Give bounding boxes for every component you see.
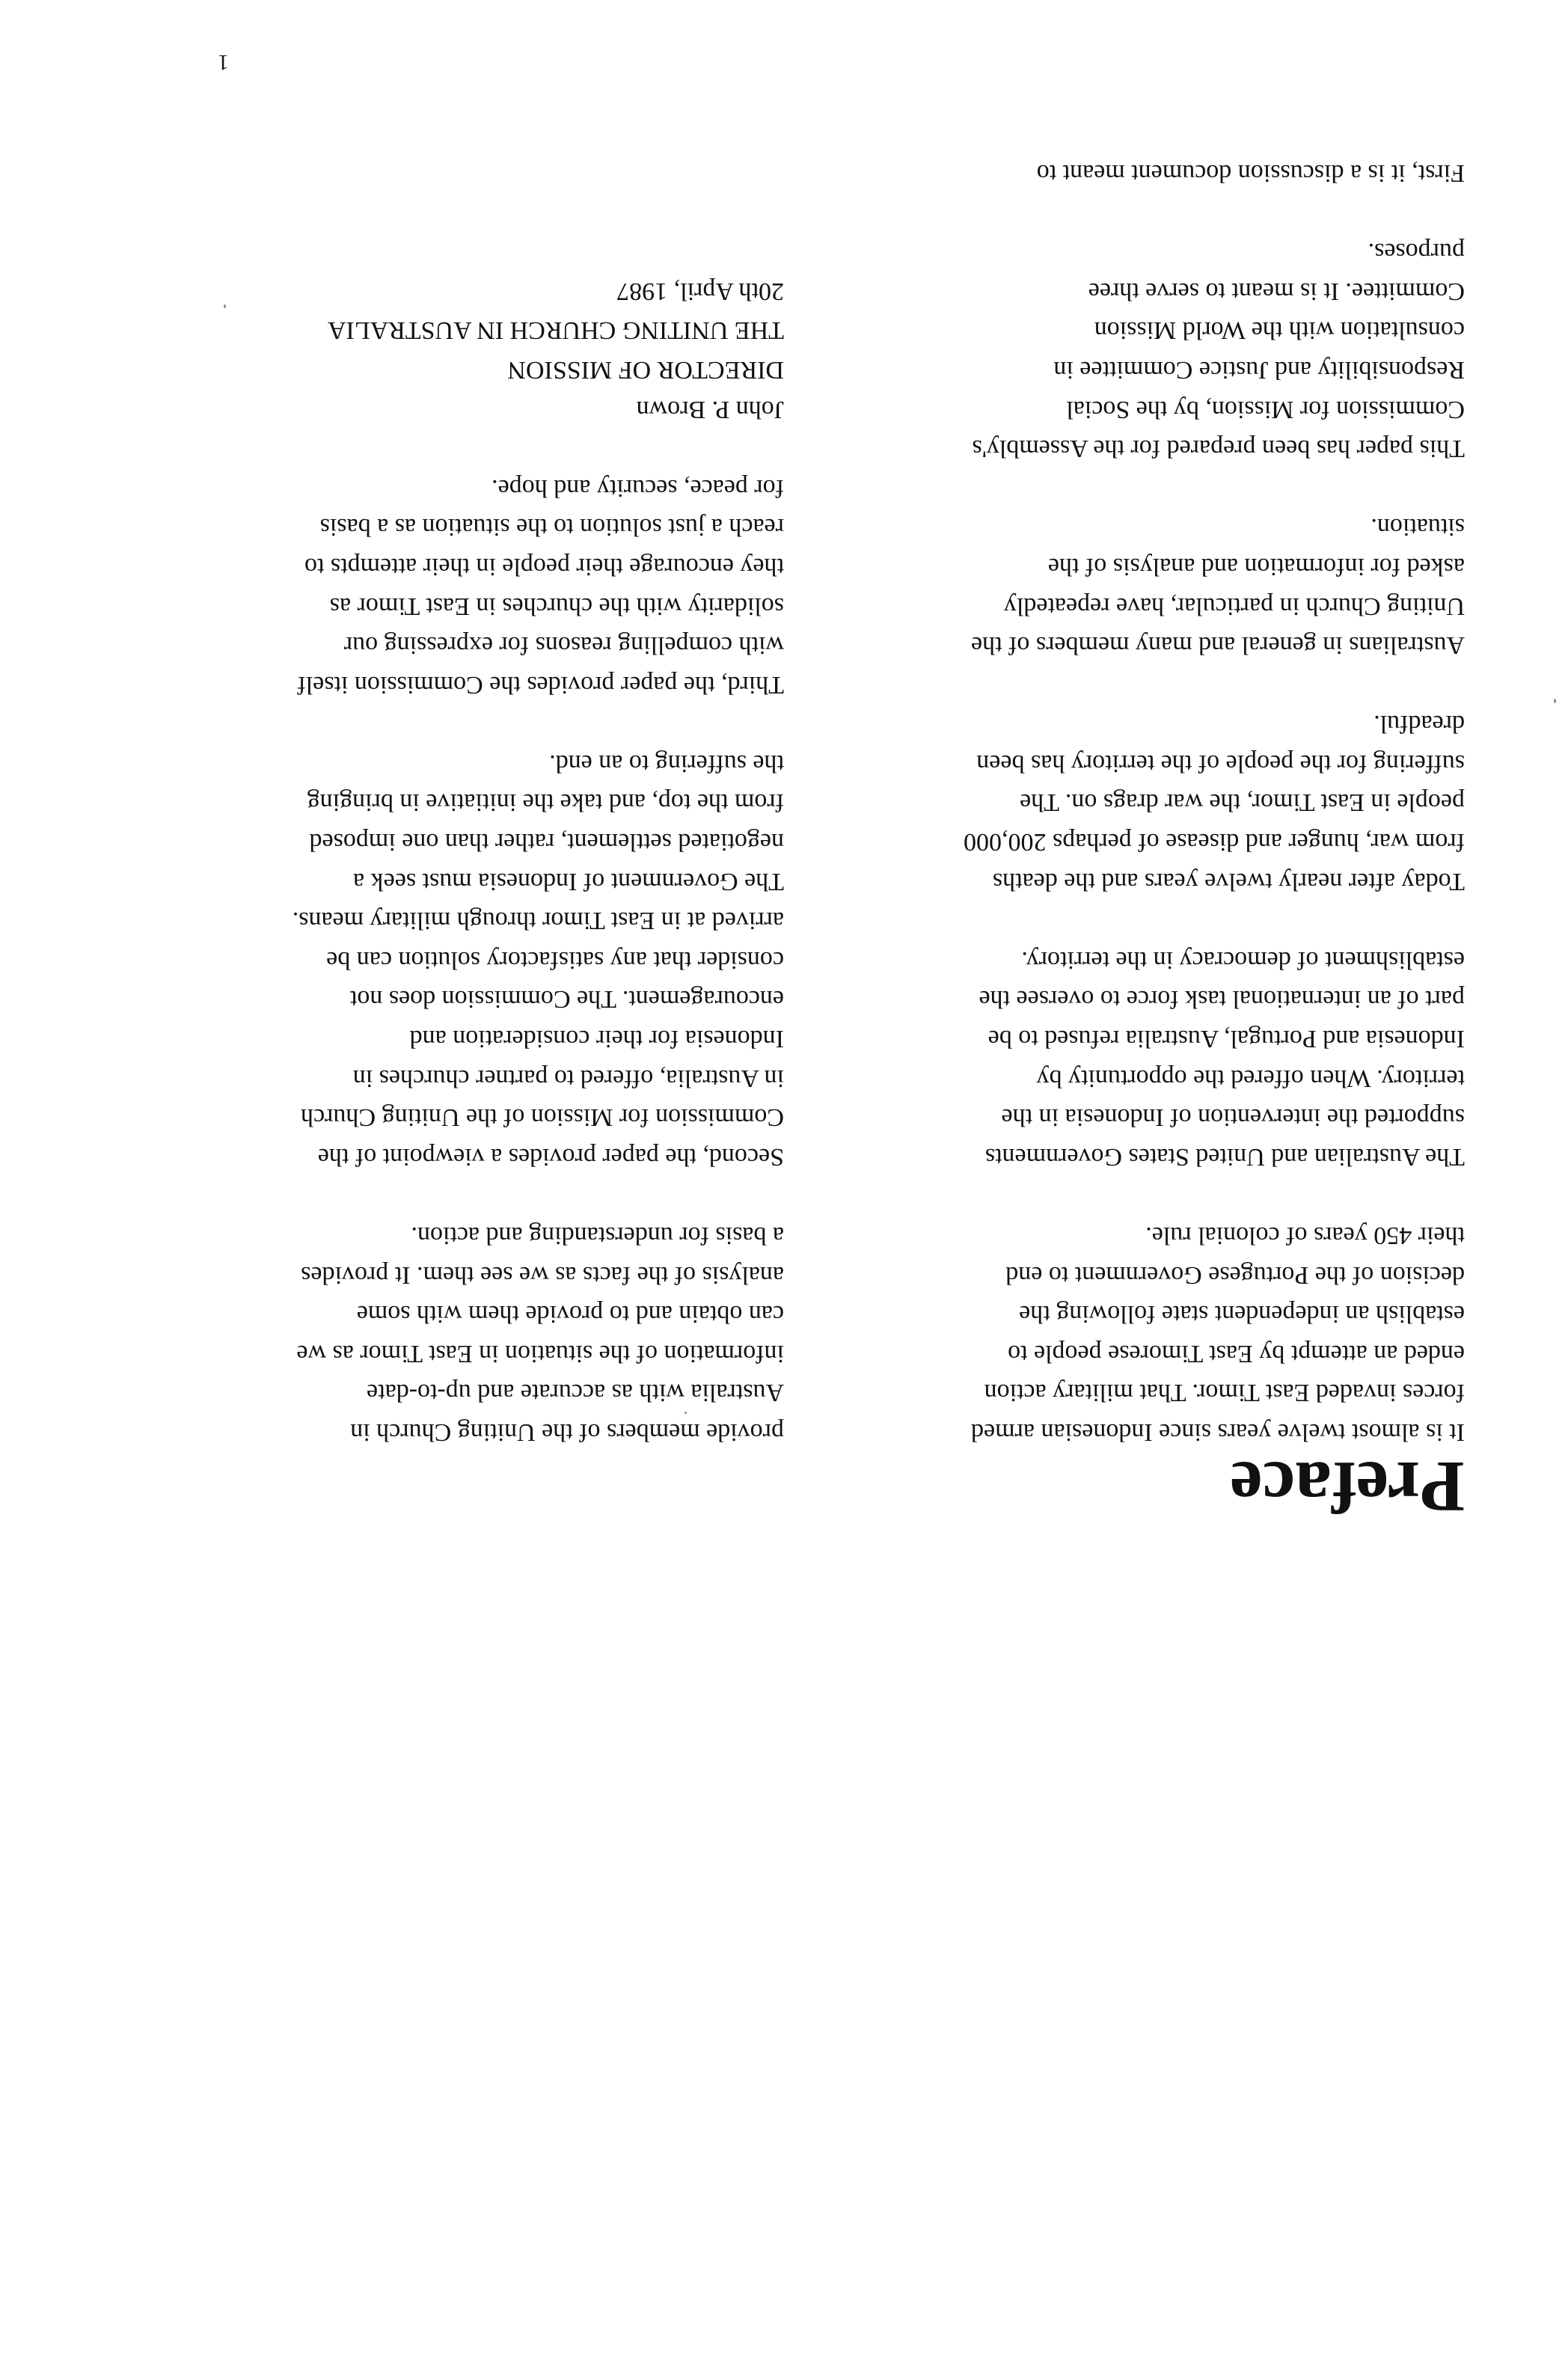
scan-speck [1554, 699, 1556, 703]
paragraph: This paper has been prepared for the Assembly's Commission for Mission, by the Social Responsibility and Justice Committee in consultation with the World Mission Committee. It is meant to serve three purposes. [972, 238, 1465, 463]
paragraph-gap [133, 704, 784, 744]
paragraph: provide members of the Uniting Church in Australia with as accurate and up-to-date information of the situation in East Timor as we can obtain and to provide them with some analysis of the facts as we see them. It provides a basis for understanding and action. [296, 1222, 784, 1446]
paragraph-gap [799, 664, 1465, 704]
paragraph-gap [799, 192, 1465, 232]
paragraph: The Australian and United States Governments supported the intervention of Indonesia in the territory. When offered the opportunity by Indonesia and Portugal, Australia refused to be part of an international task force to oversee the establishment of democracy in the territory. [979, 946, 1465, 1171]
paragraph: Third, the paper provides the Commission itself with compelling reasons for expressing our solidarity with the churches in East Timor as they encourage their people in their attempts to reach a just solution to the situation as a basis for peace, security and hope. [297, 474, 784, 699]
paragraph: Second, the paper provides a viewpoint of the Commission for Mission of the Uniting Church in Australia, offered to partner churches in Indonesia for their consideration and encouragement. The Commission does not consider that any satisfactory solution can be arrived at in East Timor through military means. The Government of Indonesia must seek a negotiated settlement, rather than one imposed from the top, and take the initiative in bringing the suffering to an end. [292, 749, 784, 1171]
paragraph-gap [799, 901, 1465, 940]
right-column [133, 271, 784, 1451]
paragraph-gap [133, 1176, 784, 1216]
paragraph: Today after nearly twelve years and the deaths from war, hunger and disease of perhaps 200,000 people in East Timor, the war drags on. The suffering for the people of the territory has been dreadful. [964, 710, 1465, 895]
paragraph: First, it is a discussion document meant to [1036, 159, 1465, 187]
scan-speck [685, 1412, 687, 1414]
page-title: Preface [1230, 1446, 1465, 1527]
signature-block: John P. Brown DIRECTOR OF MISSION THE UNITING CHURCH IN AUSTRALIA 20th April, 1987 [327, 277, 784, 423]
page-number: 1 [218, 50, 229, 75]
paragraph-gap [799, 1176, 1465, 1216]
paragraph: It is almost twelve years since Indonesian armed forces invaded East Timor. That military action ended an attempt by East Timorese people to establish an independent state following the decision of the Portugese Government to end their 450 years of colonial rule. [971, 1222, 1465, 1446]
paragraph: Australians in general and many members of the Uniting Church in particular, have repeatedly asked for information and analysis of the situation. [971, 513, 1465, 660]
left-column [799, 153, 1465, 1451]
paragraph-gap [133, 429, 784, 468]
scan-speck [224, 304, 226, 308]
paragraph-gap [799, 468, 1465, 507]
